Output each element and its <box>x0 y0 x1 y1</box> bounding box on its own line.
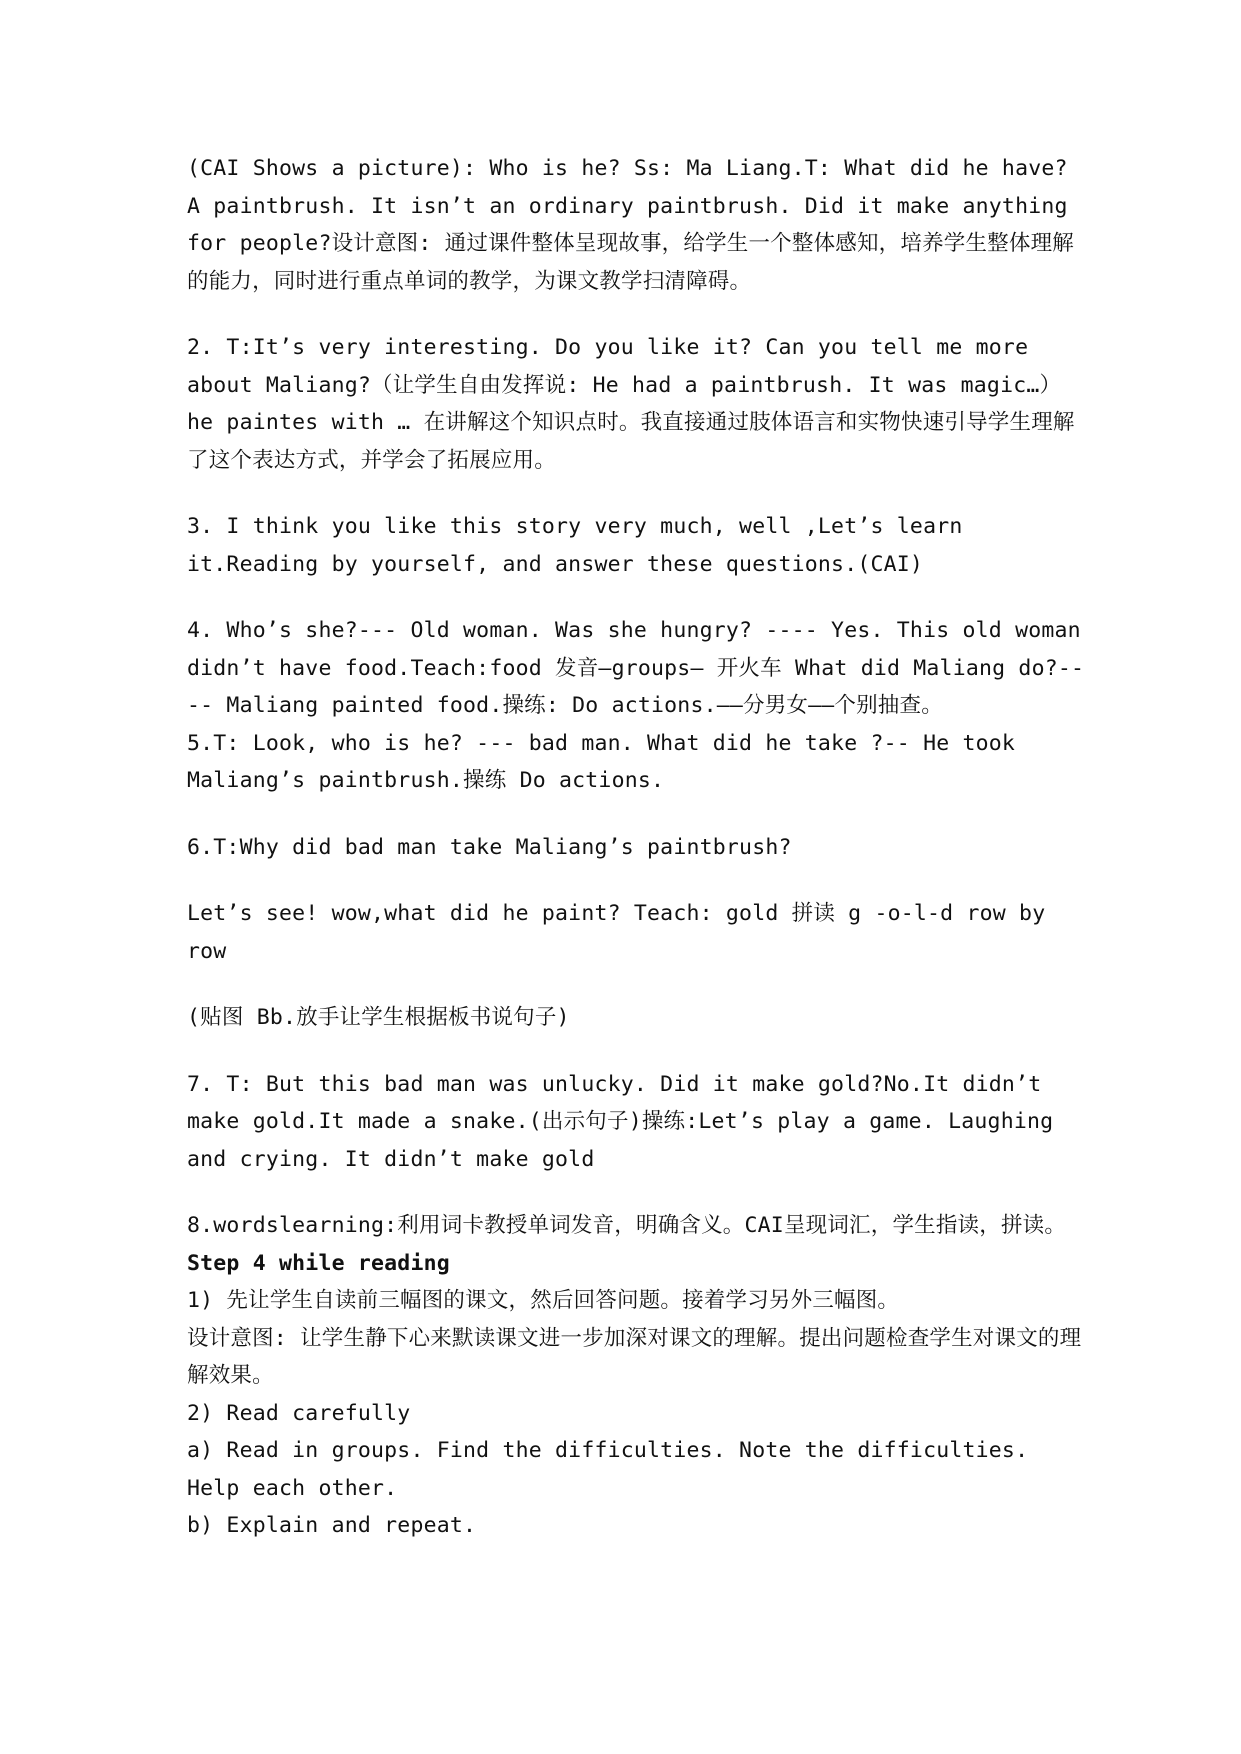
paragraph-4: 4. Who’s she?--- Old woman. Was she hungry? ---- Yes. This old woman didn’t have food.Teach:food 发音—groups— 开火车 What did Maliang do?---- Maliang painted food.操练: Do actions.——分男女——个别抽查。 <box>187 618 1085 718</box>
paragraph-6-see: Let’s see! wow,what did he paint? Teach: gold 拼读 g -o-l-d row by row <box>187 901 1046 964</box>
step4-line: a) Read in groups. Find the difficulties. Note the difficulties. <box>187 1438 1029 1463</box>
paragraph-8: 8.wordslearning:利用词卡教授单词发音，明确含义。CAI呈现词汇，学生指读，拼读。 <box>187 1213 1067 1238</box>
paragraph-3: 3. I think you like this story very much, well ,Let’s learn it.Reading by yourself, and answer these questions.(CAI) <box>187 514 963 577</box>
step4-line: 2) Read carefully <box>187 1400 411 1426</box>
paragraph-5: 5.T: Look, who is he? --- bad man. What did he take ?-- He took Maliang’s paintbrush.操练 Do actions. <box>187 730 1016 793</box>
paragraph-7: 7. T: But this bad man was unlucky. Did it make gold?No.It didn’t make gold.It made a snake.(出示句子)操练:Let’s play a game. Laughing and crying. It didn’t make gold <box>187 1071 1054 1172</box>
paragraph-intro: (CAI Shows a picture): Who is he? Ss: Ma Liang.T: What did he have? A paintbrush. It isn’t an ordinary paintbrush. Did it make anything for people?设计意图: 通过课件整体呈现故事，给学生一个整体感知，培养学生整体理解的能力，同时进行重点单词的教学，为课文教学扫清障碍。 <box>187 156 1074 294</box>
step4-line: b) Explain and repeat. <box>187 1513 477 1538</box>
step4-heading: Step 4 while reading <box>187 1250 450 1276</box>
paragraph-2: 2. T:It’s very interesting. Do you like it? Can you tell me more about Maliang?（让学生自由发挥说: He had a paintbrush. It was magic…）he paintes with … 在讲解这个知识点时。我直接通过肢体语言和实物快速引导学生理解了这个表达方式，并学会了拓展应用。 <box>187 335 1075 473</box>
step4-line: 设计意图: 让学生静下心来默读课文进一步加深对课文的理解。提出问题检查学生对课文的理解效果。 <box>187 1325 1082 1388</box>
paragraph-6: 6.T:Why did bad man take Maliang’s paintbrush? <box>187 834 792 860</box>
paragraph-6-board: (贴图 Bb.放手让学生根据板书说句子) <box>187 1005 570 1030</box>
document-page <box>187 150 1087 1545</box>
step4-line: 1) 先让学生自读前三幅图的课文，然后回答问题。接着学习另外三幅图。 <box>187 1288 900 1313</box>
step4-line: Help each other. <box>187 1475 398 1501</box>
